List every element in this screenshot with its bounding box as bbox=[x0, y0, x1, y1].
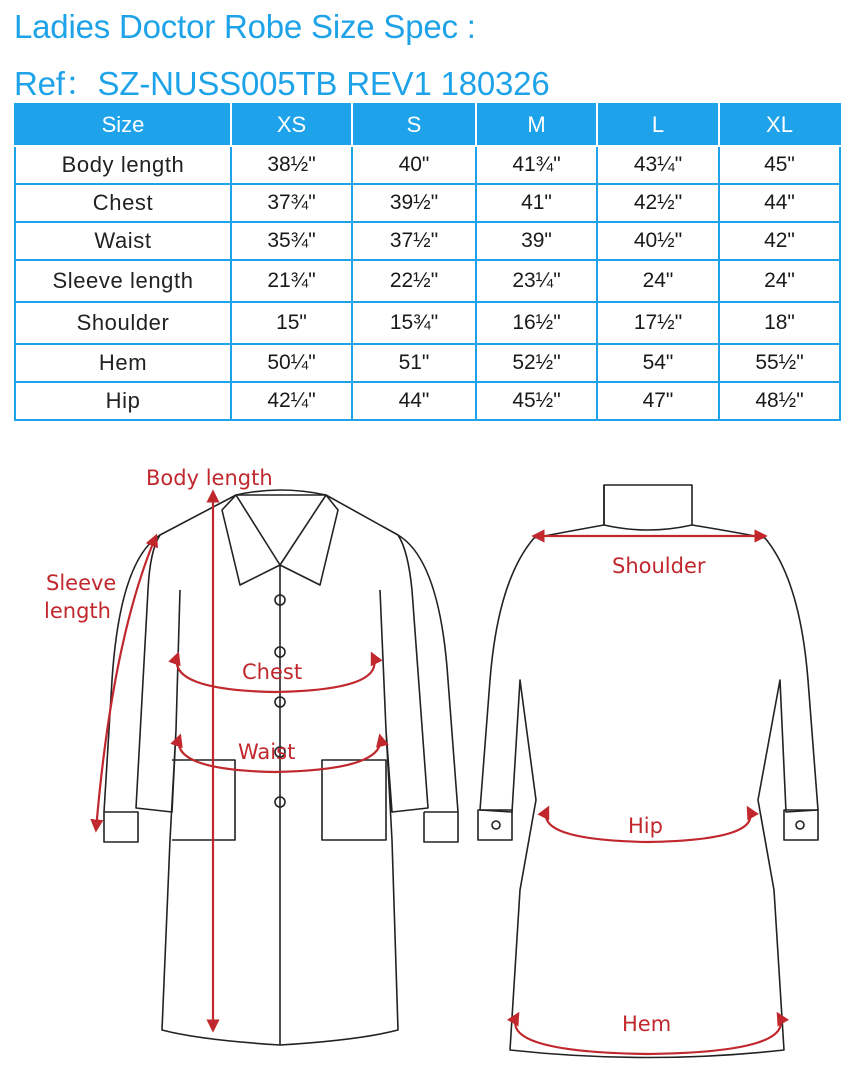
header-m: M bbox=[476, 104, 597, 146]
table-cell: 21¾" bbox=[231, 260, 352, 302]
table-cell: 54" bbox=[597, 344, 719, 382]
robe-measurement-diagram bbox=[0, 440, 850, 1080]
label-body-length: Body length bbox=[146, 466, 273, 490]
table-cell: 38½" bbox=[231, 146, 352, 184]
table-cell: 22½" bbox=[352, 260, 476, 302]
label-sleeve-length-1: Sleeve bbox=[46, 571, 117, 595]
table-row bbox=[15, 184, 840, 222]
table-cell: 41¾" bbox=[476, 146, 597, 184]
table-cell: 44" bbox=[352, 382, 476, 420]
table-cell: 42" bbox=[719, 222, 840, 260]
label-hem: Hem bbox=[622, 1012, 672, 1036]
row-label: Sleeve length bbox=[15, 260, 231, 302]
table-cell: 15¾" bbox=[352, 302, 476, 344]
header-xs: XS bbox=[231, 104, 352, 146]
label-shoulder: Shoulder bbox=[612, 554, 706, 578]
label-waist: Waist bbox=[238, 740, 296, 764]
row-label: Chest bbox=[15, 184, 231, 222]
table-cell: 42½" bbox=[597, 184, 719, 222]
front-robe-illustration bbox=[104, 490, 458, 1045]
table-cell: 24" bbox=[597, 260, 719, 302]
header-s: S bbox=[352, 104, 476, 146]
table-cell: 35¾" bbox=[231, 222, 352, 260]
table-cell: 15" bbox=[231, 302, 352, 344]
table-cell: 23¼" bbox=[476, 260, 597, 302]
table-cell: 40½" bbox=[597, 222, 719, 260]
table-cell: 39½" bbox=[352, 184, 476, 222]
table-cell: 44" bbox=[719, 184, 840, 222]
table-cell: 55½" bbox=[719, 344, 840, 382]
table-row bbox=[15, 222, 840, 260]
row-label: Hip bbox=[15, 382, 231, 420]
table-cell: 40" bbox=[352, 146, 476, 184]
table-row bbox=[15, 302, 840, 344]
table-cell: 16½" bbox=[476, 302, 597, 344]
table-cell: 24" bbox=[719, 260, 840, 302]
table-row bbox=[15, 382, 840, 420]
table-row bbox=[15, 344, 840, 382]
row-label: Shoulder bbox=[15, 302, 231, 344]
table-row bbox=[15, 146, 840, 184]
table-cell: 39" bbox=[476, 222, 597, 260]
table-cell: 18" bbox=[719, 302, 840, 344]
row-label: Hem bbox=[15, 344, 231, 382]
header-size: Size bbox=[15, 104, 231, 146]
table-cell: 37½" bbox=[352, 222, 476, 260]
row-label: Waist bbox=[15, 222, 231, 260]
reference-code: Ref：SZ-NUSS005TB REV1 180326 bbox=[14, 65, 550, 102]
table-cell: 47" bbox=[597, 382, 719, 420]
table-cell: 42¼" bbox=[231, 382, 352, 420]
header-l: L bbox=[597, 104, 719, 146]
label-hip: Hip bbox=[628, 814, 663, 838]
table-cell: 43¼" bbox=[597, 146, 719, 184]
table-cell: 37¾" bbox=[231, 184, 352, 222]
page-title: Ladies Doctor Robe Size Spec : bbox=[14, 8, 476, 45]
table-row bbox=[15, 260, 840, 302]
table-header-row bbox=[15, 104, 840, 146]
size-spec-table bbox=[14, 103, 841, 421]
row-label: Body length bbox=[15, 146, 231, 184]
label-chest: Chest bbox=[242, 660, 303, 684]
table-cell: 41" bbox=[476, 184, 597, 222]
table-cell: 45½" bbox=[476, 382, 597, 420]
header-xl: XL bbox=[719, 104, 840, 146]
table-cell: 52½" bbox=[476, 344, 597, 382]
table-cell: 51" bbox=[352, 344, 476, 382]
label-sleeve-length-2: length bbox=[44, 599, 111, 623]
table-cell: 50¼" bbox=[231, 344, 352, 382]
table-cell: 17½" bbox=[597, 302, 719, 344]
table-cell: 48½" bbox=[719, 382, 840, 420]
table-cell: 45" bbox=[719, 146, 840, 184]
